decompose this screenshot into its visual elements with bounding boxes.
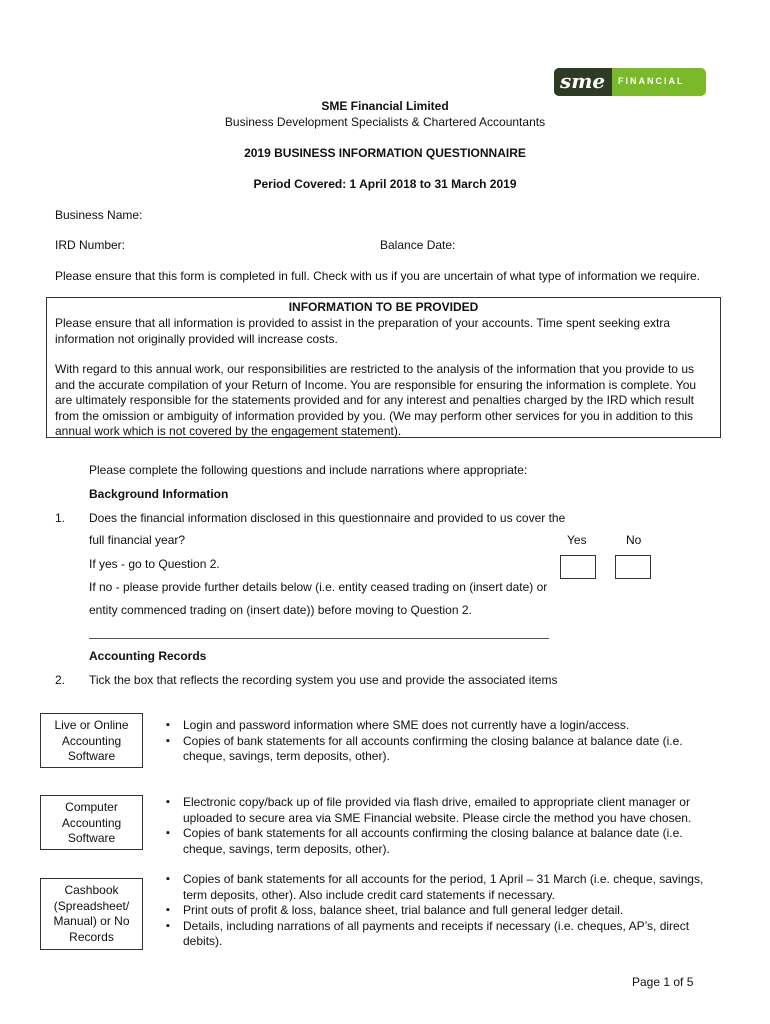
option-online-software-box[interactable] xyxy=(40,713,143,768)
option-cashbook-box[interactable] xyxy=(40,878,143,950)
background-heading: Background Information xyxy=(89,487,229,501)
page-number: Page 1 of 5 xyxy=(632,975,694,989)
option-computer-software-items xyxy=(166,795,726,857)
list-item: ▪ Copies of bank statements for all accounts confirming the closing balance at balance date (i.e. cheque, savings, term deposits, other). xyxy=(166,734,726,765)
option-online-software-label: Live or Online Accounting Software xyxy=(54,718,129,763)
option-cashbook-label: Cashbook (Spreadsheet/ Manual) or No Records xyxy=(53,883,130,944)
questions-intro: Please complete the following questions and include narrations where appropriate: xyxy=(89,463,528,477)
period-covered: Period Covered: 1 April 2018 to 31 March 2019 xyxy=(253,177,517,191)
if-no-line-1: If no - please provide further details below (i.e. entity ceased trading on (insert date) or xyxy=(89,580,548,594)
completion-instruction: Please ensure that this form is completed in full. Check with us if you are uncertain of what type of information we require. xyxy=(55,269,700,283)
list-item: ▪ Print outs of profit & loss, balance sheet, trial balance and full general ledger detail. xyxy=(166,903,726,919)
list-item: ▪ Electronic copy/back up of file provided via flash drive, emailed to appropriate client manager or uploaded to secure area via SME Financial website. Please circle the method you have chosen. xyxy=(166,795,726,826)
ird-number-label: IRD Number: xyxy=(55,238,126,252)
option-cashbook-items xyxy=(166,872,726,950)
question-2-number: 2. xyxy=(55,673,66,687)
logo-word-text: FINANCIAL xyxy=(618,76,685,86)
list-item: ▪ Copies of bank statements for all accounts confirming the closing balance at balance date (i.e. cheque, savings, term deposits, other). xyxy=(166,826,726,857)
yes-checkbox[interactable] xyxy=(560,555,596,579)
company-name: SME Financial Limited xyxy=(321,99,449,113)
list-item: ▪ Details, including narrations of all payments and receipts if necessary (i.e. cheques, AP’s, direct debits). xyxy=(166,919,726,950)
option-computer-software-label: Computer Accounting Software xyxy=(61,800,122,845)
no-label: No xyxy=(626,533,642,547)
accounting-records-heading: Accounting Records xyxy=(89,649,207,663)
list-item: ▪ Copies of bank statements for all accounts for the period, 1 April – 31 March (i.e. cheque, savings, term deposits, other). Also include credit card statements if necessary. xyxy=(166,872,726,903)
question-1-number: 1. xyxy=(55,511,66,525)
info-box-paragraph-1: Please ensure that all information is provided to assist in the preparation of your accounts. Time spent seeking extra information not originally provided will increase costs. xyxy=(55,316,670,346)
list-item: ▪ Login and password information where SME does not currently have a login/access. xyxy=(166,718,726,734)
if-no-line-2: entity commenced trading on (insert date)) before moving to Question 2. xyxy=(89,603,472,617)
company-tagline: Business Development Specialists & Chartered Accountants xyxy=(224,115,546,129)
question-1-line-2: full financial year? xyxy=(89,533,186,547)
sme-financial-logo xyxy=(554,68,706,96)
balance-date-label: Balance Date: xyxy=(380,238,456,252)
question-2-text: Tick the box that reflects the recording system you use and provide the associated items xyxy=(89,673,558,687)
business-name-label: Business Name: xyxy=(55,208,143,222)
info-box-paragraph-2: With regard to this annual work, our responsibilities are restricted to the analysis of the information that you provide to us and the accurate compilation of your Return of Income. You are responsible for ensuring the information is complete. You are ultimately responsible for the statements provided and for any interest and penalties charged by the IRD which result from the omission or ambiguity of information provided by you. (We may perform other services for you in addition to this annual work which is not covered by the engagement statement). xyxy=(55,362,697,438)
info-box-title: INFORMATION TO BE PROVIDED xyxy=(288,300,479,314)
logo-brand-text: sme xyxy=(560,69,606,93)
option-online-software-items xyxy=(166,718,726,765)
if-yes-text: If yes - go to Question 2. xyxy=(89,557,220,571)
no-checkbox[interactable] xyxy=(615,555,651,579)
question-1-line-1: Does the financial information disclosed in this questionnaire and provided to us cover the xyxy=(89,511,566,525)
yes-label: Yes xyxy=(567,533,587,547)
details-answer-line[interactable] xyxy=(89,638,549,639)
option-computer-software-box[interactable] xyxy=(40,795,143,850)
form-title: 2019 BUSINESS INFORMATION QUESTIONNAIRE xyxy=(244,146,526,160)
